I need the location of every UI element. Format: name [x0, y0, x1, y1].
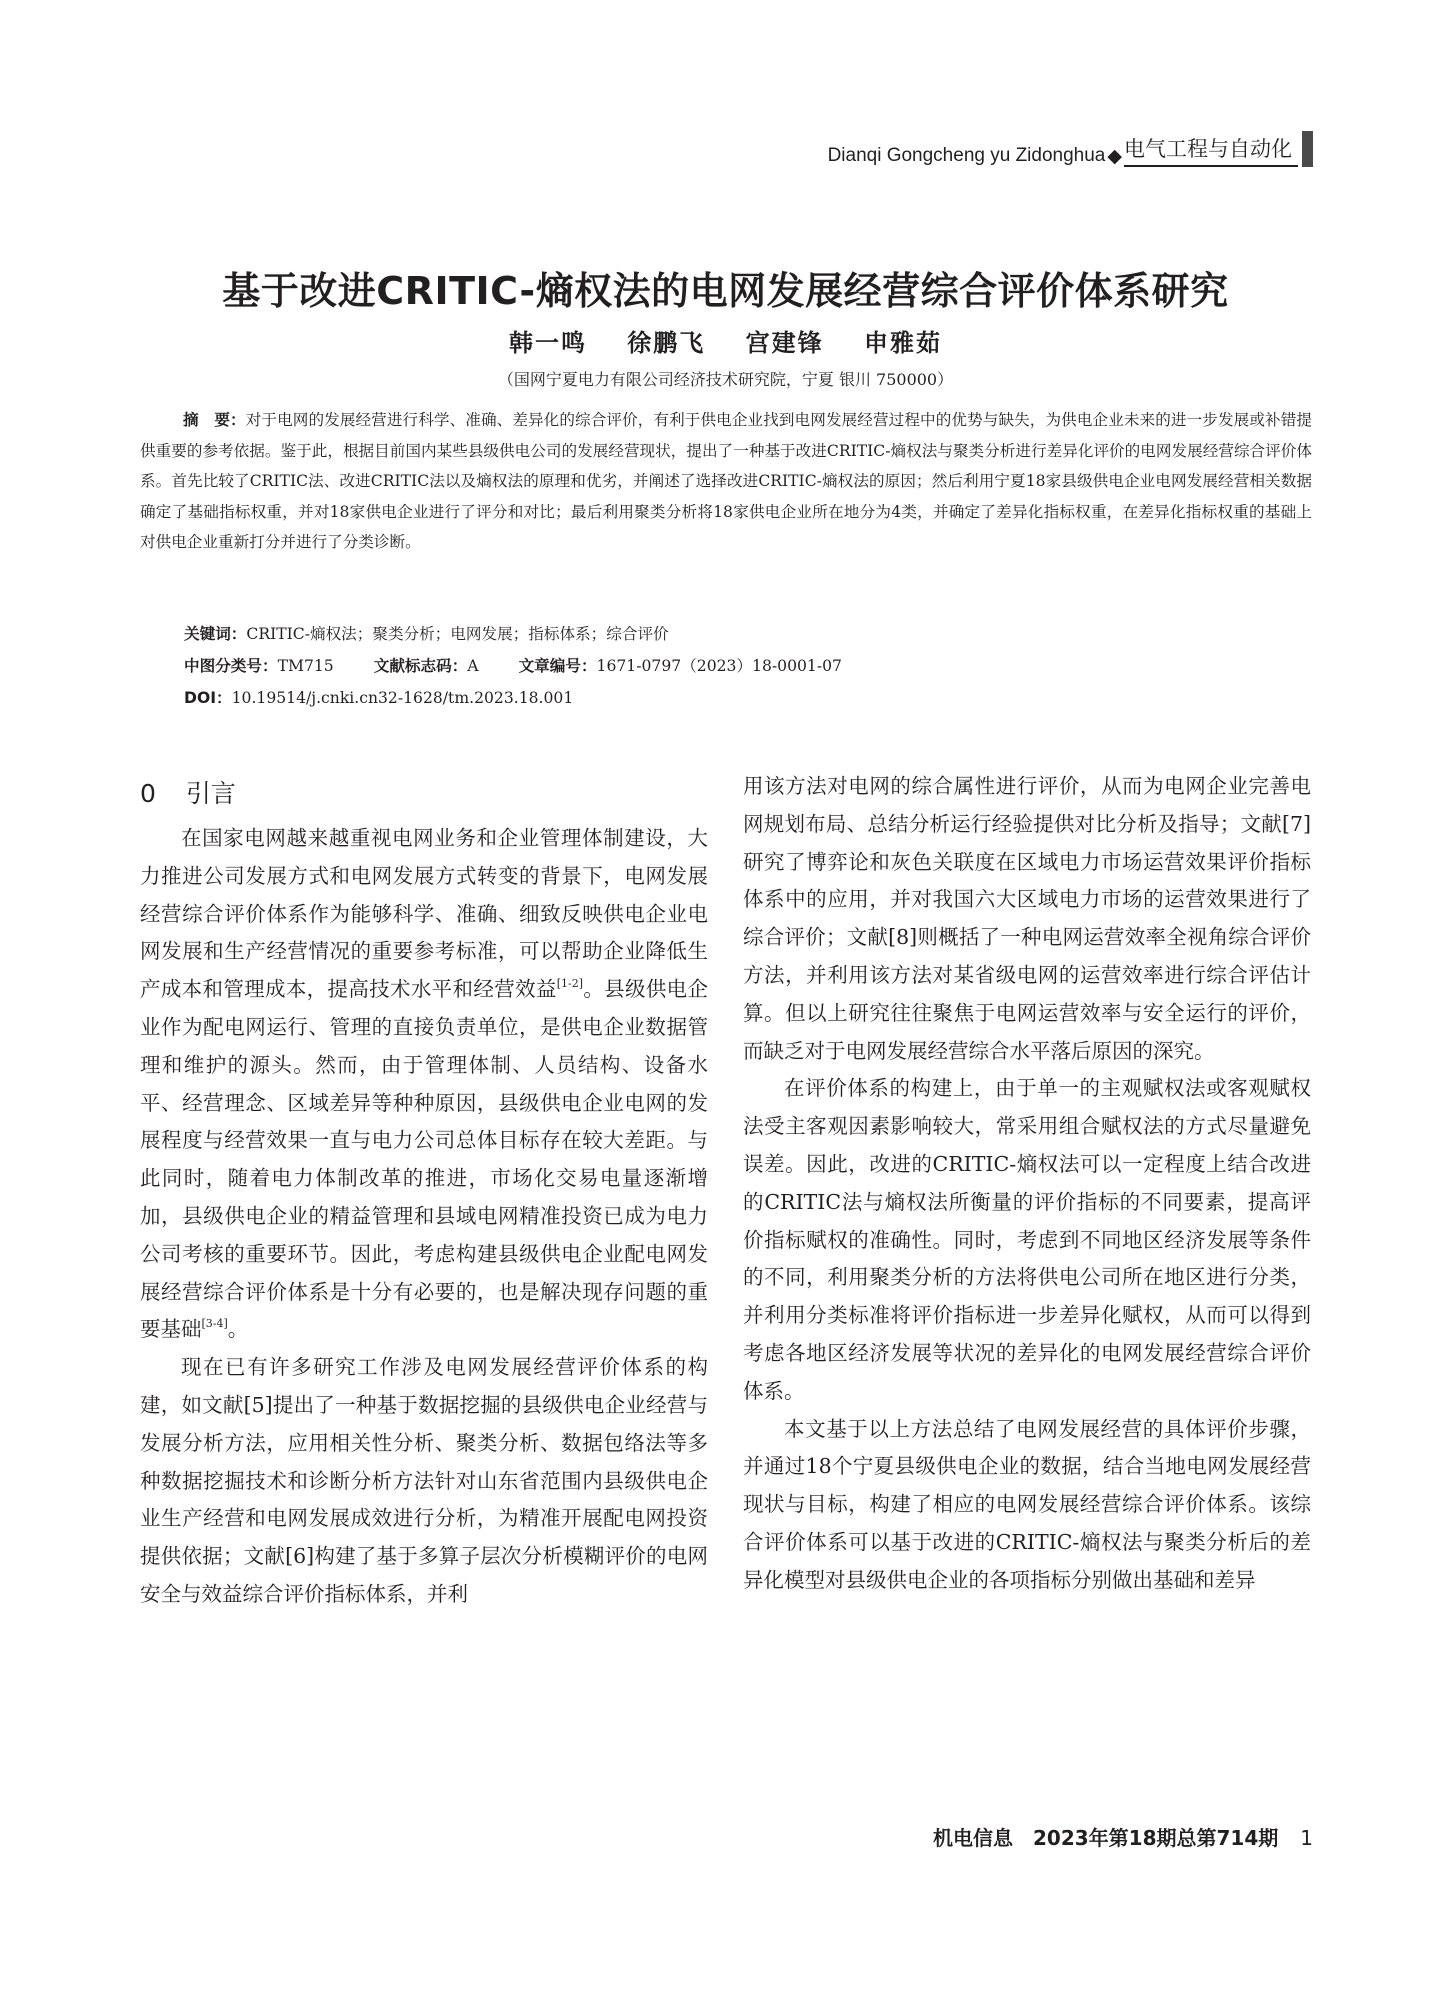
page-footer — [933, 1822, 1313, 1851]
article-number-label: 文章编号： — [518, 657, 597, 675]
section-number: 0 — [140, 779, 156, 808]
keywords-label: 关键词： — [184, 625, 247, 643]
body-paragraph: 现在已有许多研究工作涉及电网发展经营评价体系的构建，如文献[5]提出了一种基于数据挖掘的县级供电企业经营与发展分析方法，应用相关性分析、聚类分析、数据包络法等多种数据挖掘技术和诊断分析方法针对山东省范围内县级供电企业生产经营和电网发展成效进行分析，为精准开展配电网投资提供依据；文献[6]构建了基于多算子层次分析模糊评价的电网安全与效益综合评价指标体系，并利 — [140, 1355, 708, 1606]
left-column — [140, 820, 708, 1614]
doc-code-value: A — [467, 657, 479, 675]
header-bar-decoration — [1302, 131, 1313, 167]
right-column — [743, 768, 1311, 1600]
body-paragraph: 在国家电网越来越重视电网业务和企业管理体制建设，大力推进公司发展方式和电网发展方式转变的背景下，电网发展经营综合评价体系作为能够科学、准确、细致反映供电企业电网发展和生产经营情况的重要参考标准，可以帮助企业降低生产成本和管理成本，提高技术水平和经营效益[1-2]。县级供电企业作为配电网运行、管理的直接负责单位，是供电企业数据管理和维护的源头。然而，由于管理体制、人员结构、设备水平、经营理念、区域差异等种种原因，县级供电企业电网的发展程度与经营效果一直与电力公司总体目标存在较大差距。与此同时，随着电力体制改革的推进，市场化交易电量逐渐增加，县级供电企业的精益管理和县域电网精准投资已成为电力公司考核的重要环节。因此，考虑构建县级供电企业配电网发展经营综合评价体系是十分有必要的，也是解决现存问题的重要基础[3-4]。 — [140, 826, 709, 1342]
diamond-separator-icon: ◆ — [1107, 145, 1122, 167]
abstract — [140, 405, 1312, 558]
paper-title: 基于改进CRITIC-熵权法的电网发展经营综合评价体系研究 — [222, 269, 1229, 313]
doi-line — [184, 683, 573, 713]
keywords — [184, 619, 669, 649]
clc-value: TM715 — [277, 657, 334, 675]
doi-label: DOI： — [184, 689, 232, 707]
journal-name-chinese: 电气工程与自动化 — [1124, 133, 1298, 167]
author-affiliation: （国网宁夏电力有限公司经济技术研究院，宁夏 银川 750000） — [497, 370, 954, 389]
doc-code-label: 文献标志码： — [373, 657, 468, 675]
clc-label: 中图分类号： — [184, 657, 278, 675]
section-title: 引言 — [185, 779, 236, 808]
citation-ref: [3-4] — [201, 1317, 228, 1331]
keywords-text: CRITIC-熵权法；聚类分析；电网发展；指标体系；综合评价 — [246, 625, 669, 643]
page-number: 1 — [1300, 1826, 1313, 1850]
doi-value: 10.19514/j.cnki.cn32-1628/tm.2023.18.001 — [231, 689, 574, 707]
abstract-text: 对于电网的发展经营进行科学、准确、差异化的综合评价，有利于供电企业找到电网发展经营过程中的优势与缺失，为供电企业未来的进一步发展或补错提供重要的参考依据。鉴于此，根据目前国内某些县级供电公司的发展经营现状，提出了一种基于改进CRITIC-熵权法与聚类分析进行差异化评价的电网发展经营综合评价体系。首先比较了CRITIC法、改进CRITIC法以及熵权法的原理和优劣，并阐述了选择改进CRITIC-熵权法的原因；然后利用宁夏18家县级供电企业电网发展经营相关数据确定了基础指标权重，并对18家供电企业进行了评分和对比；最后利用聚类分析将18家供电企业所在地分为4类，并确定了差异化指标权重，在差异化指标权重的基础上对供电企业重新打分并进行了分类诊断。 — [140, 411, 1312, 551]
footer-issue-info: 机电信息 2023年第18期总第714期 — [933, 1826, 1279, 1850]
body-paragraph: 在评价体系的构建上，由于单一的主观赋权法或客观赋权法受主客观因素影响较大，常采用组合赋权法的方式尽量避免误差。因此，改进的CRITIC-熵权法可以一定程度上结合改进的CRITIC法与熵权法所衡量的评价指标的不同要素，提高评价指标赋权的准确性。同时，考虑到不同地区经济发展等条件的不同，利用聚类分析的方法将供电公司所在地区进行分类，并利用分类标准将评价指标进一步差异化赋权，从而可以得到考虑各地区经济发展等状况的差异化的电网发展经营综合评价体系。 — [743, 1076, 1311, 1403]
classification-line — [184, 651, 842, 681]
body-paragraph: 本文基于以上方法总结了电网发展经营的具体评价步骤，并通过18个宁夏县级供电企业的数据，结合当地电网发展经营现状与目标，构建了相应的电网发展经营综合评价体系。该综合评价体系可以基于改进的CRITIC-熵权法与聚类分析后的差异化模型对县级供电企业的各项指标分别做出基础和差异 — [743, 1416, 1311, 1592]
running-header — [828, 131, 1313, 167]
paper-authors: 韩一鸣 徐鹏飞 宫建锋 申雅茹 — [508, 328, 943, 357]
citation-ref: [1-2] — [556, 977, 583, 991]
section-heading-introduction — [140, 774, 236, 810]
article-number-value: 1671-0797（2023）18-0001-07 — [596, 657, 842, 675]
abstract-label: 摘 要： — [183, 411, 246, 429]
journal-name-pinyin: Dianqi Gongcheng yu Zidonghua — [827, 145, 1106, 166]
body-paragraph-continued: 用该方法对电网的综合属性进行评价，从而为电网企业完善电网规划布局、总结分析运行经验提供对比分析及指导；文献[7]研究了博弈论和灰色关联度在区域电力市场运营效果评价指标体系中的应用，并对我国六大区域电力市场的运营效果进行了综合评价；文献[8]则概括了一种电网运营效率全视角综合评价方法，并利用该方法对某省级电网的运营效率进行综合评估计算。但以上研究往往聚焦于电网运营效率与安全运行的评价，而缺乏对于电网发展经营综合水平落后原因的深究。 — [743, 774, 1311, 1063]
